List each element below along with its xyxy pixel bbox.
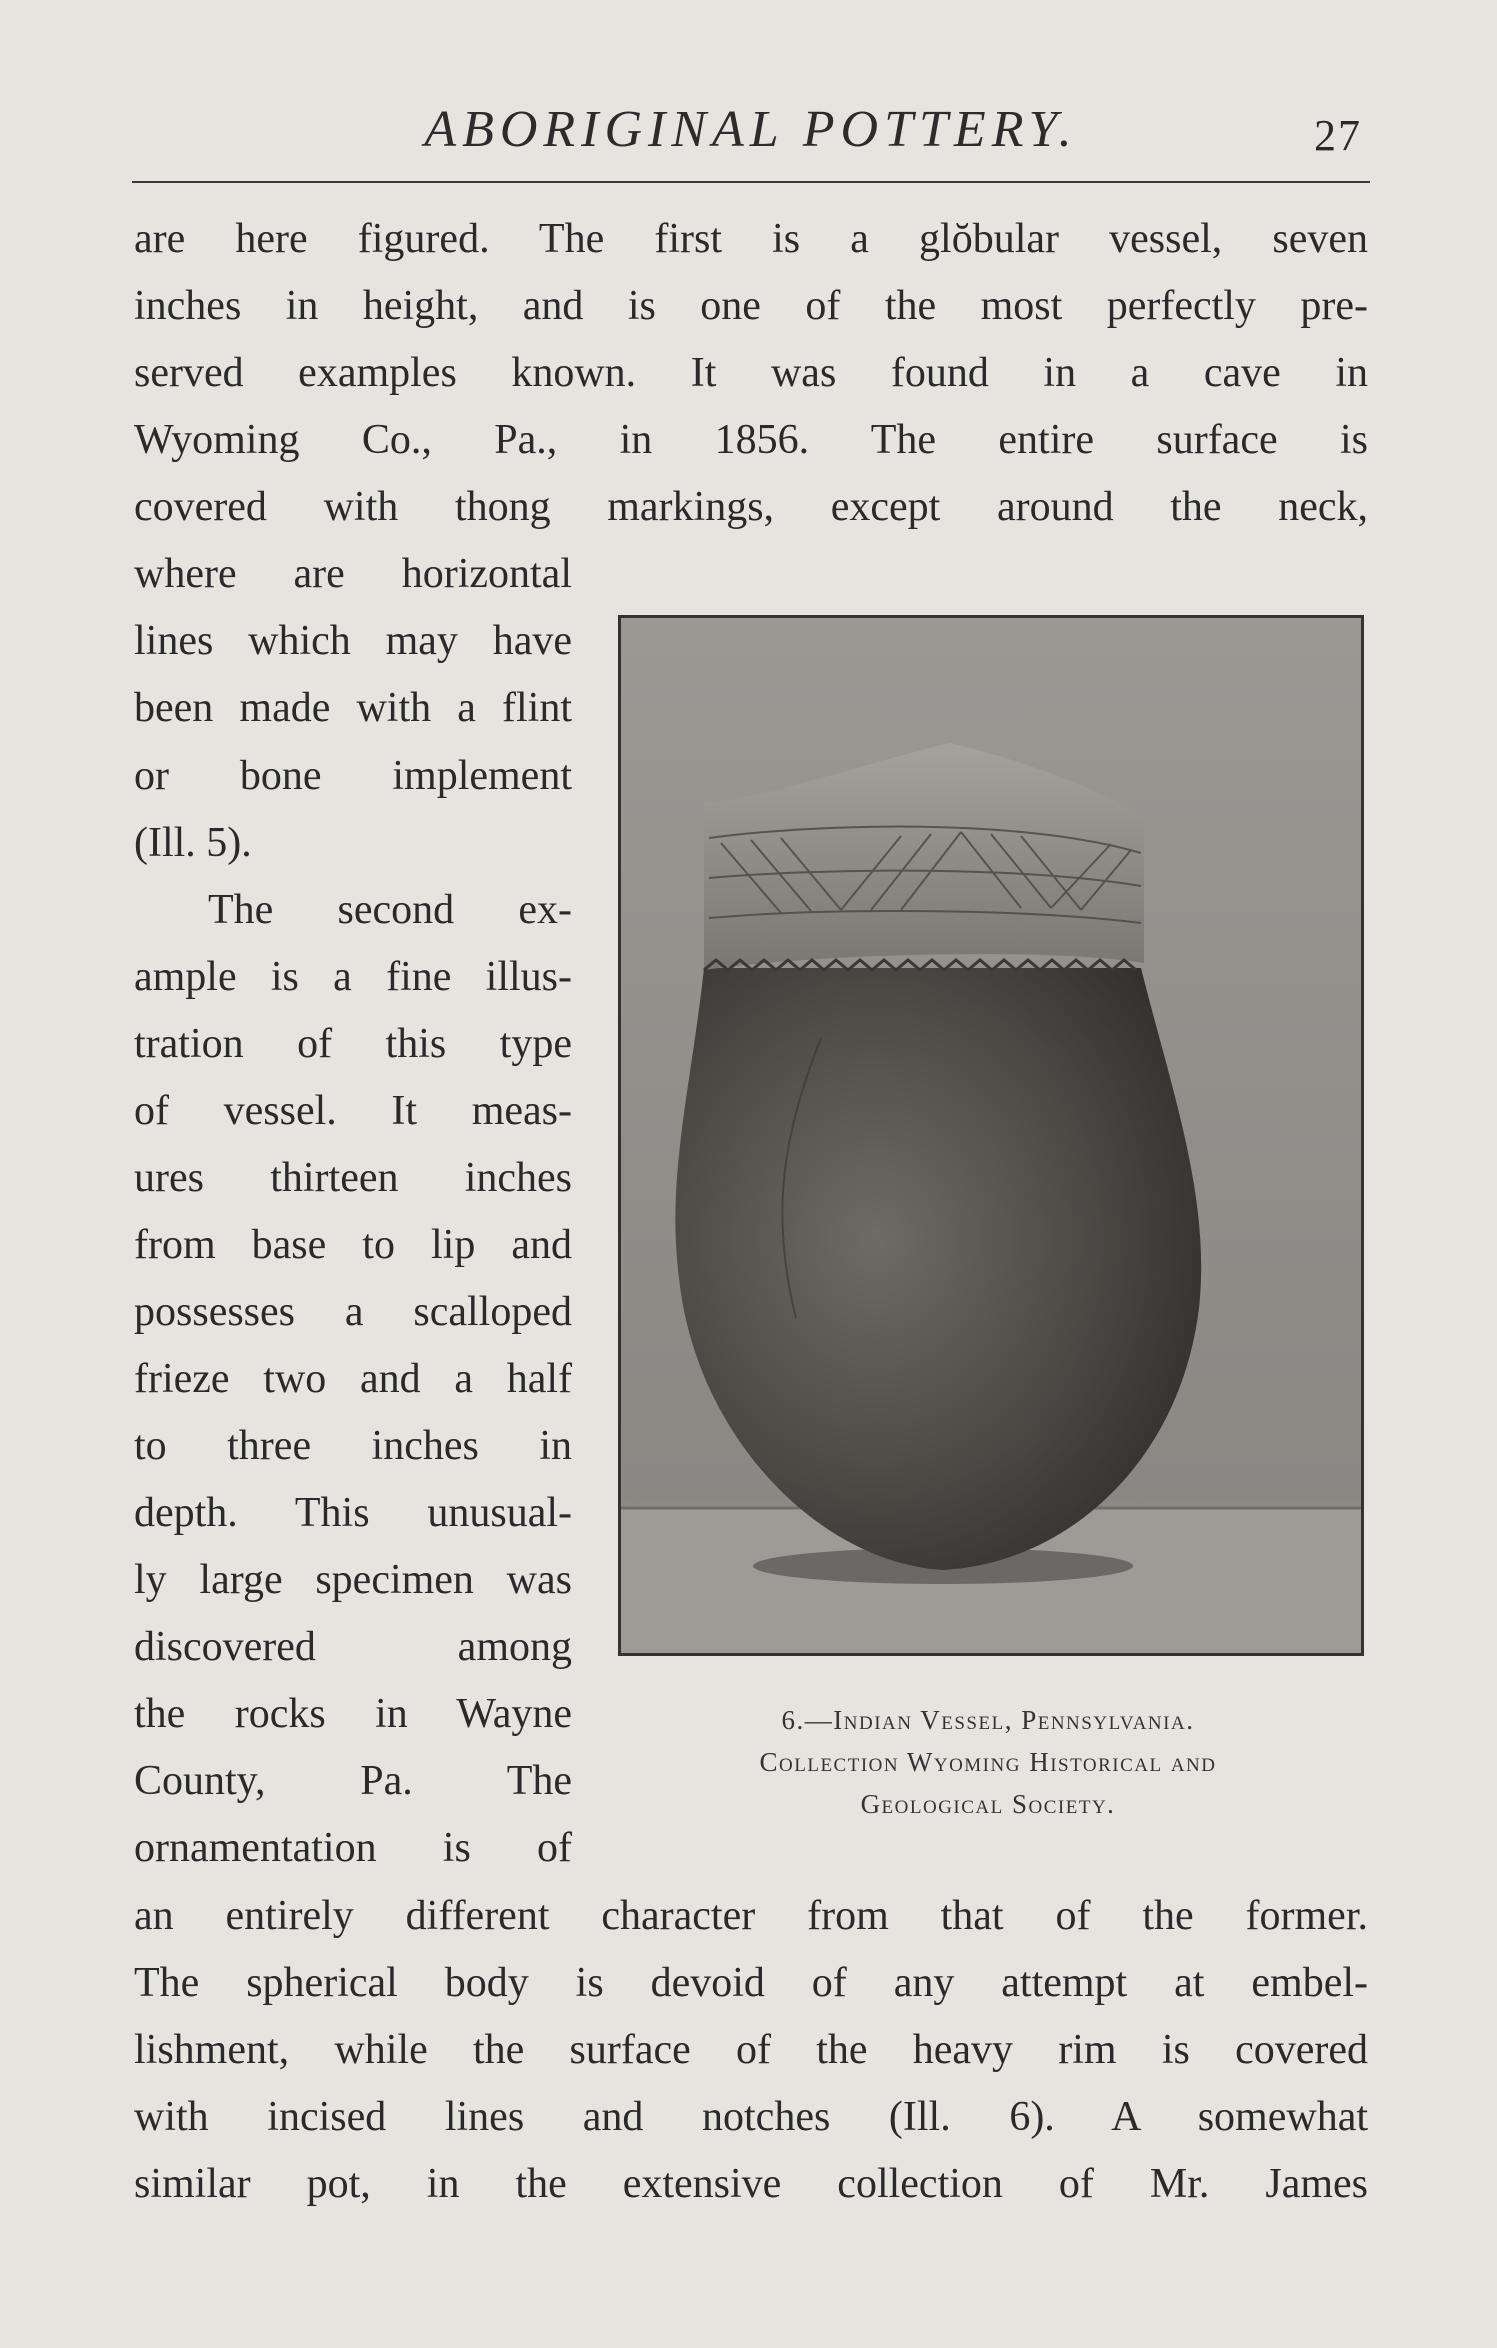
running-title: ABORIGINAL POTTERY. [424, 101, 1078, 158]
text-line: where are horizontal [134, 551, 572, 597]
vessel-illustration [621, 618, 1361, 1653]
text-line: of vessel. It meas- [134, 1088, 572, 1134]
text-line: discovered among [134, 1624, 572, 1670]
text-line: or bone implement [134, 753, 572, 799]
text-line: (Ill. 5). [134, 820, 252, 866]
text-line: ample is a fine illus- [134, 954, 572, 1000]
text-line: Wyoming Co., Pa., in 1856. The entire surface is [134, 417, 1368, 463]
text-line: to three inches in [134, 1423, 572, 1469]
text-line: The spherical body is devoid of any attempt at embel- [134, 1960, 1368, 2006]
text-line: ly large specimen was [134, 1557, 572, 1603]
text-line: covered with thong markings, except around the neck, [134, 484, 1368, 530]
text-line: County, Pa. The [134, 1758, 572, 1804]
text-line: the rocks in Wayne [134, 1691, 572, 1737]
text-line: lines which may have [134, 618, 572, 664]
running-head [132, 100, 1370, 170]
text-line: tration of this type [134, 1021, 572, 1067]
text-line: ornamentation is of [134, 1825, 572, 1871]
text-line: an entirely different character from that of the former. [134, 1893, 1368, 1939]
vessel-photograph [618, 615, 1364, 1656]
text-line: depth. This unusual- [134, 1490, 572, 1536]
text-line: inches in height, and is one of the most perfectly pre- [134, 283, 1368, 329]
text-line: are here figured. The first is a glŏbular vessel, seven [134, 216, 1368, 262]
text-line: been made with a flint [134, 685, 572, 731]
page-number: 27 [1314, 111, 1362, 160]
figure-caption-line: 6.—Indian Vessel, Pennsylvania. [781, 1705, 1195, 1735]
text-line: with incised lines and notches (Ill. 6). A somewhat [134, 2094, 1368, 2140]
header-rule [132, 181, 1370, 183]
text-line: similar pot, in the extensive collection of Mr. James [134, 2161, 1368, 2207]
text-line: possesses a scalloped [134, 1289, 572, 1335]
text-line: The second ex- [208, 887, 572, 933]
figure-caption-line: Geological Society. [860, 1789, 1116, 1819]
text-line: served examples known. It was found in a cave in [134, 350, 1368, 396]
text-line: from base to lip and [134, 1222, 572, 1268]
text-line: lishment, while the surface of the heavy rim is covered [134, 2027, 1368, 2073]
text-line: ures thirteen inches [134, 1155, 572, 1201]
figure-caption-line: Collection Wyoming Historical and [759, 1747, 1217, 1777]
text-line: frieze two and a half [134, 1356, 572, 1402]
